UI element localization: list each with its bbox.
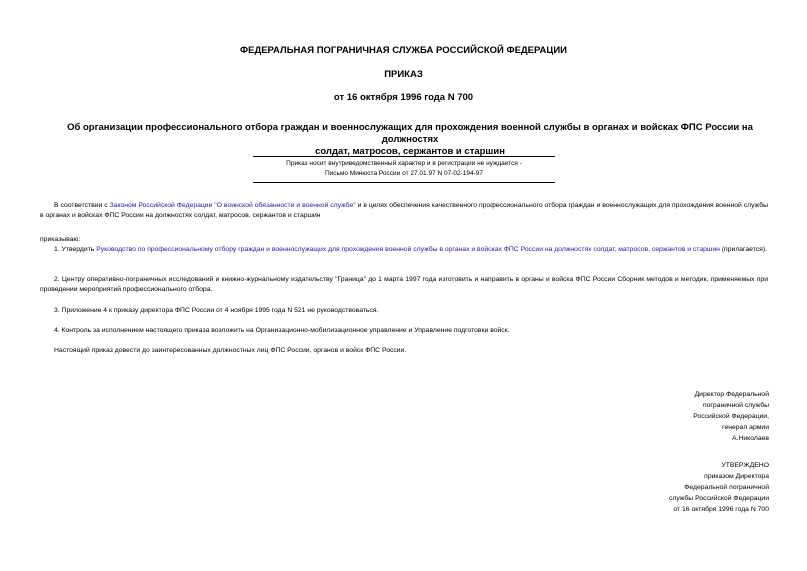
preamble-paragraph: [40, 201, 768, 221]
guide-link[interactable]: Руководство по профессиональному отбору граждан и военнослужащих для прохождения военной службы в органах и войсках ФПС России на должностях солдат, матросов, сержантов и старшин: [96, 246, 720, 253]
signature-line-4: генерал армии: [722, 424, 769, 431]
signature-line-2: пограничной службы: [702, 402, 769, 409]
registration-note-line-2: Письмо Минюста России от 27.01.97 N 07-02-194-97: [324, 170, 484, 177]
document-date-number: от 16 октября 1996 года N 700: [333, 92, 474, 103]
law-link[interactable]: Законом Российской Федерации "О воинской обязанности и военной службе": [109, 202, 356, 209]
approved-line-2: приказом Директора: [704, 473, 769, 480]
item-1-paragraph: [40, 245, 768, 255]
item-1-text-before: 1. Утвердить: [54, 246, 97, 253]
organization-heading: ФЕДЕРАЛЬНАЯ ПОГРАНИЧНАЯ СЛУЖБА РОССИЙСКОЙ ФЕДЕРАЦИИ: [240, 45, 567, 56]
order-word: приказываю:: [40, 236, 81, 243]
document-title: [50, 122, 770, 158]
item-4-paragraph: 4. Контроль за исполнением настоящего приказа возложить на Организационно-мобилизационное управление и Управление подготовки войск.: [54, 327, 510, 334]
signature-line-3: Российской Федерации,: [693, 413, 769, 420]
document-title-line-1: Об организации профессионального отбора граждан и военнослужащих для прохождения военной службы в органах и войсках ФПС России на должностях: [67, 122, 753, 145]
item-2-paragraph: 2. Центру оперативно-пограничных исследований и книжно-журнальному издательству "Граница" до 1 марта 1997 года изготовить и направить в органы и войска ФПС России Сборник методов и методик, применяемых при проведении мероприятий профессионального отбора.: [40, 276, 768, 293]
signature-line-5: А.Николаев: [732, 435, 769, 442]
item-1-text-after: (прилагается).: [719, 246, 767, 253]
approved-line-5: от 16 октября 1996 года N 700: [673, 506, 769, 513]
approval-stamp-text: [669, 460, 769, 515]
signature-line-1: Директор Федеральной: [694, 391, 769, 398]
item-3-paragraph: 3. Приложение 4 к приказу директора ФПС России от 4 ноября 1995 года N 521 не руководствоваться.: [54, 307, 379, 314]
preamble-text-before: В соответствии с: [54, 202, 110, 209]
approved-line-1: УТВЕРЖДЕНО: [721, 462, 769, 469]
director-signature: [693, 389, 769, 444]
document-type-heading: ПРИКАЗ: [384, 69, 423, 80]
final-paragraph: Настоящий приказ довести до заинтересованных должностных лиц ФПС России, органов и войск ФПС России.: [54, 347, 407, 354]
preamble-text-after: и в целях обеспечения качественного профессионального отбора граждан и военнослужащих для прохождения военной службы в органах и войсках ФПС России на должностях солдат, матросов, сержантов и старшин: [40, 202, 768, 219]
approved-line-3: Федеральной пограничной: [684, 484, 769, 491]
registration-note: [253, 156, 555, 183]
registration-note-line-1: Приказ носит внутриведомственный характер и в регистрации не нуждается -: [286, 160, 522, 167]
approved-line-4: службы Российской Федерации: [668, 495, 769, 502]
document-title-line-2: солдат, матросов, сержантов и старшин: [315, 146, 505, 157]
